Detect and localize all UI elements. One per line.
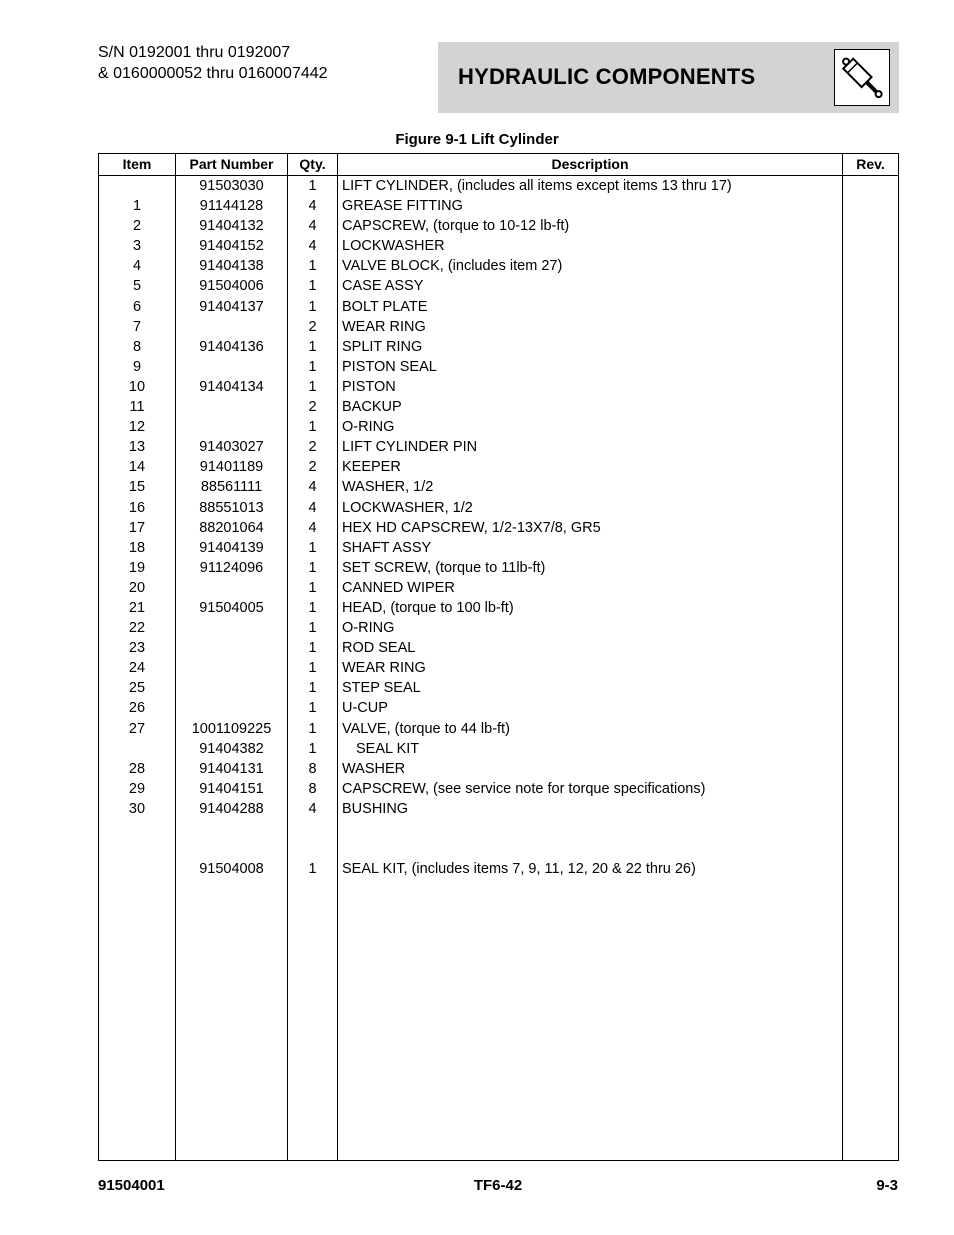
parts-table: [98, 153, 899, 1161]
description-cell: PISTON SEAL: [342, 358, 437, 375]
item-cell: 22: [128, 620, 146, 637]
item-cell: 13: [128, 439, 146, 456]
table-row: [99, 397, 898, 417]
qty-cell: 4: [308, 198, 317, 215]
footer-page-number: 9-3: [876, 1177, 898, 1194]
table-row: [99, 236, 898, 256]
part-number-cell: 88201064: [199, 519, 264, 536]
part-number-cell: 91124096: [199, 559, 264, 576]
description-cell: HEAD, (torque to 100 lb-ft): [342, 599, 514, 616]
footer-document-number: 91504001: [98, 1177, 165, 1194]
table-row: [99, 739, 898, 759]
description-cell: LIFT CYLINDER, (includes all items except items 13 thru 17): [342, 178, 732, 194]
qty-cell: 1: [308, 378, 317, 395]
item-cell: 27: [128, 720, 146, 737]
item-cell: 8: [132, 338, 142, 355]
qty-cell: 8: [308, 760, 317, 777]
table-row: [99, 196, 898, 216]
qty-cell: 1: [308, 660, 317, 677]
description-cell: VALVE BLOCK, (includes item 27): [342, 258, 563, 275]
description-cell: CASE ASSY: [342, 278, 424, 295]
qty-cell: 1: [308, 539, 317, 556]
part-number-cell: 91401189: [199, 459, 264, 476]
description-cell: LIFT CYLINDER PIN: [342, 439, 478, 456]
qty-cell: 1: [308, 338, 317, 355]
table-row: [99, 297, 898, 317]
description-cell: LOCKWASHER, 1/2: [342, 499, 473, 516]
part-number-cell: 91404137: [199, 298, 264, 315]
item-cell: 25: [128, 680, 146, 697]
part-number-cell: 91404151: [199, 780, 264, 797]
qty-cell: 1: [308, 680, 317, 697]
part-number-cell: 91504008: [199, 861, 264, 878]
part-number-cell: 91404136: [199, 338, 264, 355]
part-number-cell: 91404131: [199, 760, 264, 777]
table-row: [99, 598, 898, 618]
footer-model: TF6-42: [473, 1177, 523, 1194]
part-number-cell: 91404152: [199, 238, 264, 255]
qty-cell: 4: [308, 479, 317, 496]
description-cell: BUSHING: [342, 800, 409, 817]
qty-cell: 1: [308, 700, 317, 717]
table-row: [99, 477, 898, 497]
table-row: [99, 176, 898, 196]
figure-title: Figure 9-1 Lift Cylinder: [395, 131, 559, 148]
description-cell: GREASE FITTING: [342, 198, 463, 215]
part-number-cell: 91404132: [199, 218, 264, 235]
item-cell: 24: [128, 660, 146, 677]
part-number-cell: 1001109225: [191, 720, 272, 737]
part-number-cell: 88561111: [200, 479, 263, 496]
description-cell: U-CUP: [342, 700, 388, 717]
table-row: [99, 417, 898, 437]
description-cell: SHAFT ASSY: [342, 539, 432, 556]
qty-cell: 4: [308, 800, 317, 817]
table-row: [99, 216, 898, 236]
qty-cell: 1: [308, 278, 317, 295]
qty-cell: 1: [308, 640, 317, 657]
qty-cell: 1: [308, 579, 317, 596]
qty-cell: 1: [308, 720, 317, 737]
item-cell: 4: [132, 258, 142, 275]
item-cell: 20: [128, 579, 146, 596]
table-row: [99, 779, 898, 799]
column-header-description: Description: [551, 156, 629, 172]
description-cell: O-RING: [342, 419, 395, 436]
item-cell: 26: [128, 700, 146, 717]
part-number-cell: 91503030: [199, 178, 264, 194]
description-cell: LOCKWASHER: [342, 238, 445, 255]
description-cell: CAPSCREW, (see service note for torque specifications): [342, 780, 706, 797]
qty-cell: 1: [308, 599, 317, 616]
qty-cell: 2: [308, 399, 317, 416]
table-row: [99, 256, 898, 276]
item-cell: 1: [132, 198, 142, 215]
section-title: HYDRAULIC COMPONENTS: [458, 64, 756, 89]
part-number-cell: 88551013: [199, 499, 264, 516]
description-cell: WASHER, 1/2: [342, 479, 434, 496]
qty-cell: 1: [308, 620, 317, 637]
table-row: [99, 518, 898, 538]
item-cell: 7: [132, 318, 142, 335]
qty-cell: 1: [308, 419, 317, 436]
part-number-cell: 91144128: [199, 198, 264, 215]
item-cell: 28: [128, 760, 146, 777]
description-cell: HEX HD CAPSCREW, 1/2-13X7/8, GR5: [342, 519, 601, 536]
table-row: [99, 437, 898, 457]
part-number-cell: 91403027: [199, 439, 264, 456]
table-body: [99, 176, 898, 879]
table-row: [99, 719, 898, 739]
item-cell: 29: [128, 780, 146, 797]
description-cell: BACKUP: [342, 399, 402, 416]
serial-number-range: [98, 42, 328, 84]
qty-cell: 2: [308, 439, 317, 456]
table-row: [99, 276, 898, 296]
table-row: [99, 799, 898, 819]
item-cell: 12: [128, 419, 146, 436]
part-number-cell: 91404139: [199, 539, 264, 556]
description-cell: CANNED WIPER: [342, 579, 455, 596]
part-number-cell: 91404134: [199, 378, 264, 395]
item-cell: 11: [129, 399, 145, 416]
description-cell: PISTON: [342, 378, 396, 395]
item-cell: 10: [128, 378, 146, 395]
item-cell: 14: [128, 459, 146, 476]
table-row: [99, 498, 898, 518]
description-cell: STEP SEAL: [342, 680, 421, 697]
description-cell: SET SCREW, (torque to 11lb-ft): [342, 559, 546, 576]
table-row: [99, 558, 898, 578]
part-number-cell: 91404138: [199, 258, 264, 275]
table-row: [99, 457, 898, 477]
description-cell: KEEPER: [342, 459, 401, 476]
description-cell: O-RING: [342, 620, 395, 637]
qty-cell: 2: [308, 459, 317, 476]
description-cell: ROD SEAL: [342, 640, 416, 657]
part-number-cell: 91404288: [199, 800, 264, 817]
item-cell: 17: [128, 519, 146, 536]
item-cell: 16: [128, 499, 146, 516]
item-cell: 3: [132, 238, 142, 255]
column-header-part-number: Part Number: [189, 156, 274, 172]
part-number-cell: 91504005: [199, 599, 264, 616]
qty-cell: 1: [308, 178, 317, 194]
table-row: [99, 859, 898, 879]
table-row: [99, 538, 898, 558]
part-number-cell: 91404382: [199, 740, 264, 757]
item-cell: 5: [132, 278, 142, 295]
column-header-rev: Rev.: [856, 156, 885, 172]
serial-line-1: S/N 0192001 thru 0192007: [98, 44, 291, 61]
section-banner: [438, 42, 899, 113]
table-row: [99, 819, 898, 839]
item-cell: 21: [128, 599, 146, 616]
table-row: [99, 618, 898, 638]
qty-cell: 1: [308, 358, 317, 375]
table-row: [99, 698, 898, 718]
item-cell: 30: [128, 800, 146, 817]
description-cell: WASHER: [342, 760, 406, 777]
qty-cell: 2: [308, 318, 317, 335]
table-row: [99, 638, 898, 658]
table-row: [99, 578, 898, 598]
qty-cell: 4: [308, 238, 317, 255]
column-header-qty: Qty.: [299, 156, 326, 172]
hydraulic-cylinder-icon: [834, 49, 890, 106]
qty-cell: 4: [308, 218, 317, 235]
description-cell: SPLIT RING: [342, 338, 423, 355]
description-cell: WEAR RING: [342, 660, 426, 677]
table-row: [99, 357, 898, 377]
qty-cell: 4: [308, 519, 317, 536]
column-header-item: Item: [122, 156, 152, 172]
item-cell: 23: [128, 640, 146, 657]
qty-cell: 1: [308, 258, 317, 275]
item-cell: 2: [132, 218, 142, 235]
table-row: [99, 678, 898, 698]
description-cell: SEAL KIT: [356, 740, 420, 757]
description-cell: CAPSCREW, (torque to 10-12 lb-ft): [342, 218, 570, 235]
table-row: [99, 317, 898, 337]
table-row: [99, 377, 898, 397]
table-row: [99, 658, 898, 678]
table-row: [99, 839, 898, 859]
table-row: [99, 337, 898, 357]
item-cell: 9: [132, 358, 142, 375]
qty-cell: 8: [308, 780, 317, 797]
description-cell: SEAL KIT, (includes items 7, 9, 11, 12, 20 & 22 thru 26): [342, 861, 696, 878]
item-cell: 18: [128, 539, 146, 556]
qty-cell: 1: [308, 559, 317, 576]
item-cell: 15: [128, 479, 146, 496]
description-cell: WEAR RING: [342, 318, 426, 335]
description-cell: BOLT PLATE: [342, 298, 428, 315]
part-number-cell: 91504006: [199, 278, 264, 295]
qty-cell: 1: [308, 740, 317, 757]
table-row: [99, 759, 898, 779]
serial-line-2: & 0160000052 thru 0160007442: [98, 65, 328, 82]
description-cell: VALVE, (torque to 44 lb-ft): [342, 720, 510, 737]
item-cell: 6: [132, 298, 142, 315]
qty-cell: 1: [308, 861, 317, 878]
item-cell: 19: [128, 559, 146, 576]
qty-cell: 4: [308, 499, 317, 516]
qty-cell: 1: [308, 298, 317, 315]
